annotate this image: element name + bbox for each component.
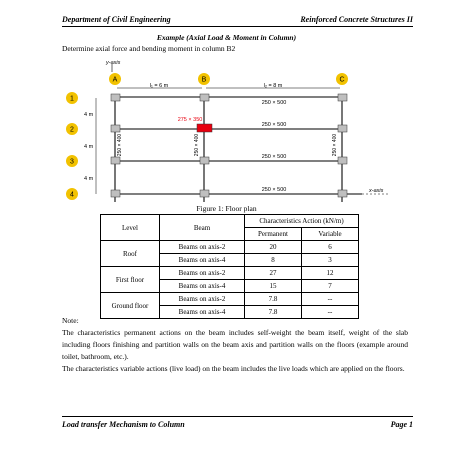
permanent-cell: 15 (245, 280, 302, 293)
beam-size-label-3: 250 × 500 (261, 154, 287, 160)
problem-statement: Determine axial force and bending moment in column B2 (62, 44, 236, 53)
column-b2 (197, 124, 212, 132)
beam-size-label-4: 250 × 500 (261, 187, 287, 193)
header-level: Level (101, 215, 160, 241)
footer-topic: Load transfer Mechanism to Column (62, 420, 185, 429)
span-ab-label: l₁ = 6 m (149, 83, 169, 89)
beam-size-label-2: 250 × 500 (261, 122, 287, 128)
header-permanent: Permanent (245, 228, 302, 241)
beam-cell: Beams on axis-2 (160, 267, 245, 280)
column-b1 (200, 94, 209, 101)
characteristic-actions-table (100, 214, 359, 319)
column-b2-size-label: 275 × 350 (177, 117, 203, 123)
header-beam: Beam (160, 215, 245, 241)
floor-plan-figure (62, 58, 392, 203)
column-c1 (338, 94, 347, 101)
axis-label-b: B (201, 76, 207, 84)
beam-size-label-1: 250 × 500 (261, 100, 287, 106)
storey-height-3: 4 m (84, 176, 94, 182)
column-a1 (111, 94, 120, 101)
column-size-label-c: 250 × 400 (332, 133, 338, 157)
header-variable: Variable (302, 228, 359, 241)
table-row (101, 293, 359, 306)
storey-height-2: 4 m (84, 144, 94, 150)
column-c3 (338, 157, 347, 164)
axis-label-2: 2 (70, 126, 74, 134)
x-axis-label: x-axis (369, 188, 384, 194)
axis-label-1: 1 (70, 95, 74, 103)
column-size-label-a: 250 × 400 (117, 133, 123, 157)
variable-cell: -- (302, 293, 359, 306)
figure-caption: Figure 1: Floor plan (196, 204, 257, 213)
column-size-label-b: 250 × 400 (194, 133, 200, 157)
column-b3 (200, 157, 209, 164)
variable-cell: 12 (302, 267, 359, 280)
axis-label-c: C (339, 76, 345, 84)
column-c4 (338, 190, 347, 197)
variable-cell: 6 (302, 241, 359, 254)
axis-label-4: 4 (70, 191, 74, 199)
header-action: Characteristics Action (kN/m) (245, 215, 359, 228)
y-axis-label: y-axis (106, 60, 121, 66)
level-cell: First floor (101, 267, 160, 293)
table-row (101, 267, 359, 280)
storey-height-1: 4 m (84, 112, 94, 118)
page-header (62, 14, 413, 27)
variable-cell: -- (302, 306, 359, 319)
variable-cell: 3 (302, 254, 359, 267)
beam-cell: Beams on axis-2 (160, 241, 245, 254)
level-cell: Roof (101, 241, 160, 267)
header-department: Department of Civil Engineering (62, 15, 171, 24)
page-footer (62, 416, 413, 429)
level-cell: Ground floor (101, 293, 160, 319)
axis-label-a: A (112, 76, 118, 84)
table-header-row (101, 215, 359, 228)
table-row (101, 241, 359, 254)
beam-cell: Beams on axis-2 (160, 293, 245, 306)
permanent-cell: 7.8 (245, 306, 302, 319)
column-b4 (200, 190, 209, 197)
page-number: Page 1 (390, 420, 413, 429)
column-c2 (338, 125, 347, 132)
column-a2 (111, 125, 120, 132)
span-bc-label: l₂ = 8 m (263, 83, 283, 89)
beam-cell: Beams on axis-4 (160, 280, 245, 293)
variable-cell: 7 (302, 280, 359, 293)
permanent-cell: 20 (245, 241, 302, 254)
permanent-cell: 7.8 (245, 293, 302, 306)
column-a3 (111, 157, 120, 164)
note-paragraph-permanent: The characteristics permanent actions on the beam includes self-weight the beam itself, weight of the slab including floors finishing and partition walls on the beam axis and partition walls on the floors (example around toilet, bathroom, etc.). (62, 328, 408, 361)
header-course: Reinforced Concrete Structures II (300, 15, 413, 24)
note-paragraph-variable: The characteristics variable actions (live load) on the beam includes the live loads which are applied on the floors. (62, 364, 405, 373)
axis-label-3: 3 (70, 158, 74, 166)
column-a4 (111, 190, 120, 197)
note-heading: Note: (62, 316, 79, 325)
permanent-cell: 27 (245, 267, 302, 280)
permanent-cell: 8 (245, 254, 302, 267)
example-title: Example (Axial Load & Moment in Column) (156, 33, 297, 42)
beam-cell: Beams on axis-4 (160, 306, 245, 319)
beam-cell: Beams on axis-4 (160, 254, 245, 267)
